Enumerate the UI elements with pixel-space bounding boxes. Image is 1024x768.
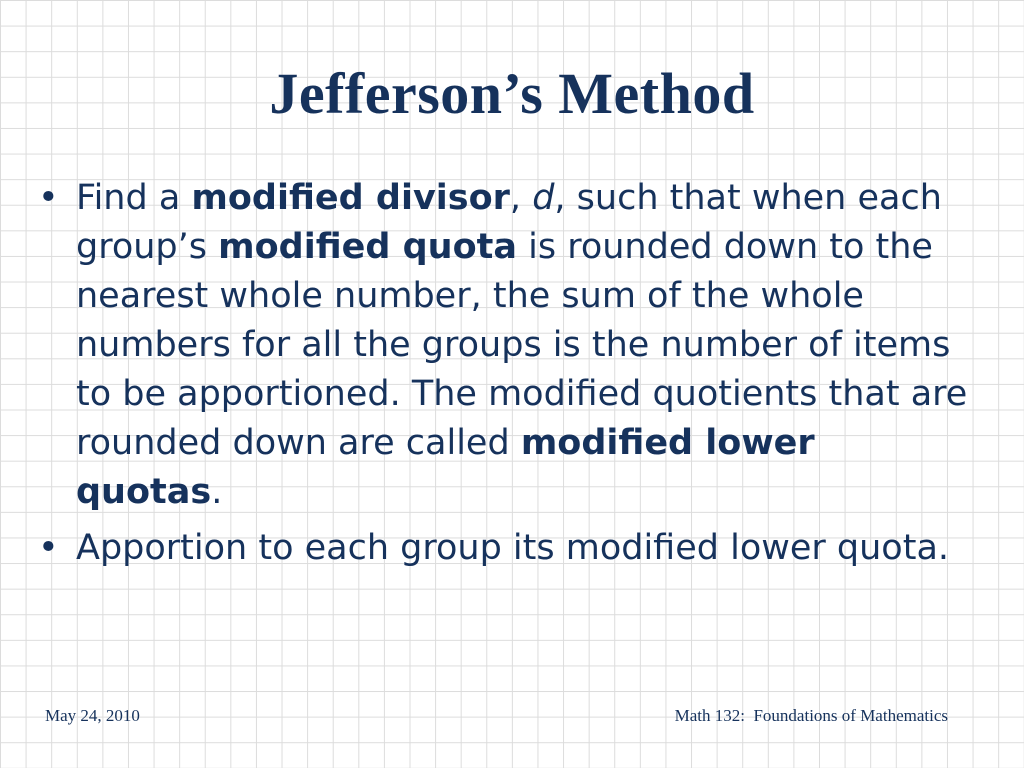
bullet-item (38, 174, 968, 517)
slide-title: Jefferson’s Method (269, 61, 755, 126)
bullet-text: , (509, 178, 533, 218)
bullet-item (38, 524, 968, 573)
bullet-marker: • (38, 528, 59, 568)
bullet-text: Find a (76, 178, 192, 218)
bullet-text: . (211, 472, 223, 512)
term-modified-quota: modified quota (218, 227, 517, 267)
bullet-text: , such that when each group’s (76, 178, 942, 267)
term-modified-lower-quotas: modified lower quotas (76, 423, 815, 512)
term-modified-divisor: modified divisor (191, 178, 510, 218)
bullet-list (38, 174, 968, 580)
bullet-text: is rounded down to the nearest whole number, the sum of the whole numbers for all the groups is the number of items to be apportioned. The modified quotients that are rounded down are called (76, 227, 968, 463)
variable-d: d (532, 178, 555, 218)
bullet-marker: • (38, 178, 59, 218)
footer-date: May 24, 2010 (45, 706, 140, 725)
bullet-text: Apportion to each group its modified lower quota. (76, 528, 950, 568)
footer-course-title: Math 132: Foundations of Mathematics (674, 706, 948, 725)
